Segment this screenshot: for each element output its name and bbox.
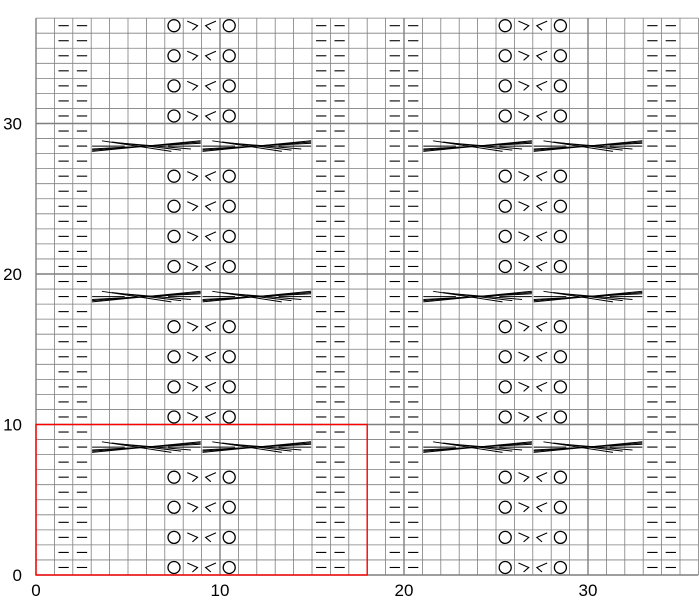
yarn-over-stitch [223,50,235,62]
y-tick-label: 30 [3,114,22,134]
yarn-over-stitch [223,230,235,242]
decrease-stitch [518,563,528,572]
decrease-stitch [187,563,197,572]
yarn-over-stitch [554,381,566,393]
decrease-stitch [518,473,528,482]
decrease-stitch [518,382,528,391]
yarn-over-stitch [168,411,180,423]
decrease-stitch [518,81,528,90]
y-tick-label: 10 [3,415,22,435]
decrease-stitch [537,533,547,542]
decrease-stitch [206,21,216,30]
decrease-stitch [537,473,547,482]
yarn-over-stitch [499,80,511,92]
decrease-stitch [187,322,197,331]
decrease-stitch [537,111,547,120]
decrease-stitch [187,81,197,90]
decrease-stitch [187,503,197,512]
decrease-stitch [206,533,216,542]
yarn-over-stitch [554,561,566,573]
decrease-stitch [537,503,547,512]
yarn-over-stitch [554,411,566,423]
yarn-over-stitch [223,561,235,573]
yarn-over-stitch [168,471,180,483]
decrease-stitch [518,232,528,241]
decrease-stitch [206,322,216,331]
decrease-stitch [187,232,197,241]
decrease-stitch [206,172,216,181]
decrease-stitch [518,352,528,361]
decrease-stitch [206,232,216,241]
yarn-over-stitch [499,260,511,272]
decrease-stitch [518,533,528,542]
decrease-stitch [518,172,528,181]
decrease-stitch [187,172,197,181]
decrease-stitch [537,21,547,30]
yarn-over-stitch [554,260,566,272]
decrease-stitch [206,111,216,120]
decrease-stitch [206,563,216,572]
yarn-over-stitch [223,260,235,272]
decrease-stitch [537,322,547,331]
yarn-over-stitch [168,561,180,573]
yarn-over-stitch [168,381,180,393]
decrease-stitch [537,202,547,211]
decrease-stitch [187,352,197,361]
yarn-over-stitch [554,80,566,92]
yarn-over-stitch [554,50,566,62]
decrease-stitch [187,412,197,421]
decrease-stitch [206,382,216,391]
decrease-stitch [518,51,528,60]
decrease-stitch [187,21,197,30]
yarn-over-stitch [499,531,511,543]
yarn-over-stitch [554,20,566,32]
yarn-over-stitch [554,170,566,182]
decrease-stitch [537,352,547,361]
decrease-stitch [206,503,216,512]
yarn-over-stitch [223,471,235,483]
decrease-stitch [518,202,528,211]
yarn-over-stitch [223,200,235,212]
decrease-stitch [537,412,547,421]
axis-labels [3,115,597,601]
decrease-stitch [537,51,547,60]
decrease-stitch [187,262,197,271]
yarn-over-stitch [168,531,180,543]
yarn-over-stitch [499,501,511,513]
yarn-over-stitch [223,381,235,393]
yarn-over-stitch [554,531,566,543]
decrease-stitch [187,51,197,60]
x-tick-label: 20 [394,581,414,600]
decrease-stitch [537,81,547,90]
yarn-over-stitch [168,230,180,242]
yarn-over-stitch [554,230,566,242]
yarn-over-stitch [168,80,180,92]
yarn-over-stitch [168,50,180,62]
yarn-over-stitch [168,351,180,363]
yarn-over-stitch [554,110,566,122]
decrease-stitch [537,262,547,271]
yarn-over-stitch [168,170,180,182]
yarn-over-stitch [499,50,511,62]
yarn-over-stitch [499,351,511,363]
yarn-over-stitch [499,200,511,212]
yarn-over-stitch [168,321,180,333]
yarn-over-stitch [499,110,511,122]
yarn-over-stitch [499,411,511,423]
decrease-stitch [187,533,197,542]
decrease-stitch [187,473,197,482]
yarn-over-stitch [223,531,235,543]
decrease-stitch [518,322,528,331]
x-tick-label: 10 [210,581,230,600]
yarn-over-stitch [223,351,235,363]
yarn-over-stitch [223,501,235,513]
yarn-over-stitch [168,260,180,272]
yarn-over-stitch [554,501,566,513]
yarn-over-stitch [168,200,180,212]
decrease-stitch [206,473,216,482]
decrease-stitch [518,111,528,120]
yarn-over-stitch [168,110,180,122]
yarn-over-stitch [499,471,511,483]
decrease-stitch [537,172,547,181]
yarn-over-stitch [223,20,235,32]
decrease-stitch [518,21,528,30]
yarn-over-stitch [223,110,235,122]
decrease-stitch [206,202,216,211]
yarn-over-stitch [499,321,511,333]
yarn-over-stitch [499,381,511,393]
yarn-over-stitch [499,561,511,573]
yarn-over-stitch [499,20,511,32]
decrease-stitch [206,412,216,421]
yarn-over-stitch [554,200,566,212]
yarn-over-stitch [499,170,511,182]
decrease-stitch [206,51,216,60]
yarn-over-stitch [168,501,180,513]
yarn-over-stitch [223,80,235,92]
decrease-stitch [537,232,547,241]
decrease-stitch [537,382,547,391]
y-tick-label: 0 [12,566,22,585]
decrease-stitch [206,81,216,90]
yarn-over-stitch [554,351,566,363]
decrease-stitch [206,262,216,271]
yarn-over-stitch [223,411,235,423]
decrease-stitch [187,111,197,120]
decrease-stitch [187,202,197,211]
x-tick-label: 0 [31,581,41,600]
yarn-over-stitch [499,230,511,242]
decrease-stitch [518,262,528,271]
y-tick-label: 20 [3,265,22,284]
decrease-stitch [187,382,197,391]
decrease-stitch [518,503,528,512]
decrease-stitch [518,412,528,421]
decrease-stitch [206,352,216,361]
yarn-over-stitch [168,20,180,32]
yarn-over-stitch [223,170,235,182]
yarn-over-stitch [554,321,566,333]
x-tick-label: 30 [578,581,598,600]
decrease-stitch [537,563,547,572]
yarn-over-stitch [223,321,235,333]
yarn-over-stitch [554,471,566,483]
